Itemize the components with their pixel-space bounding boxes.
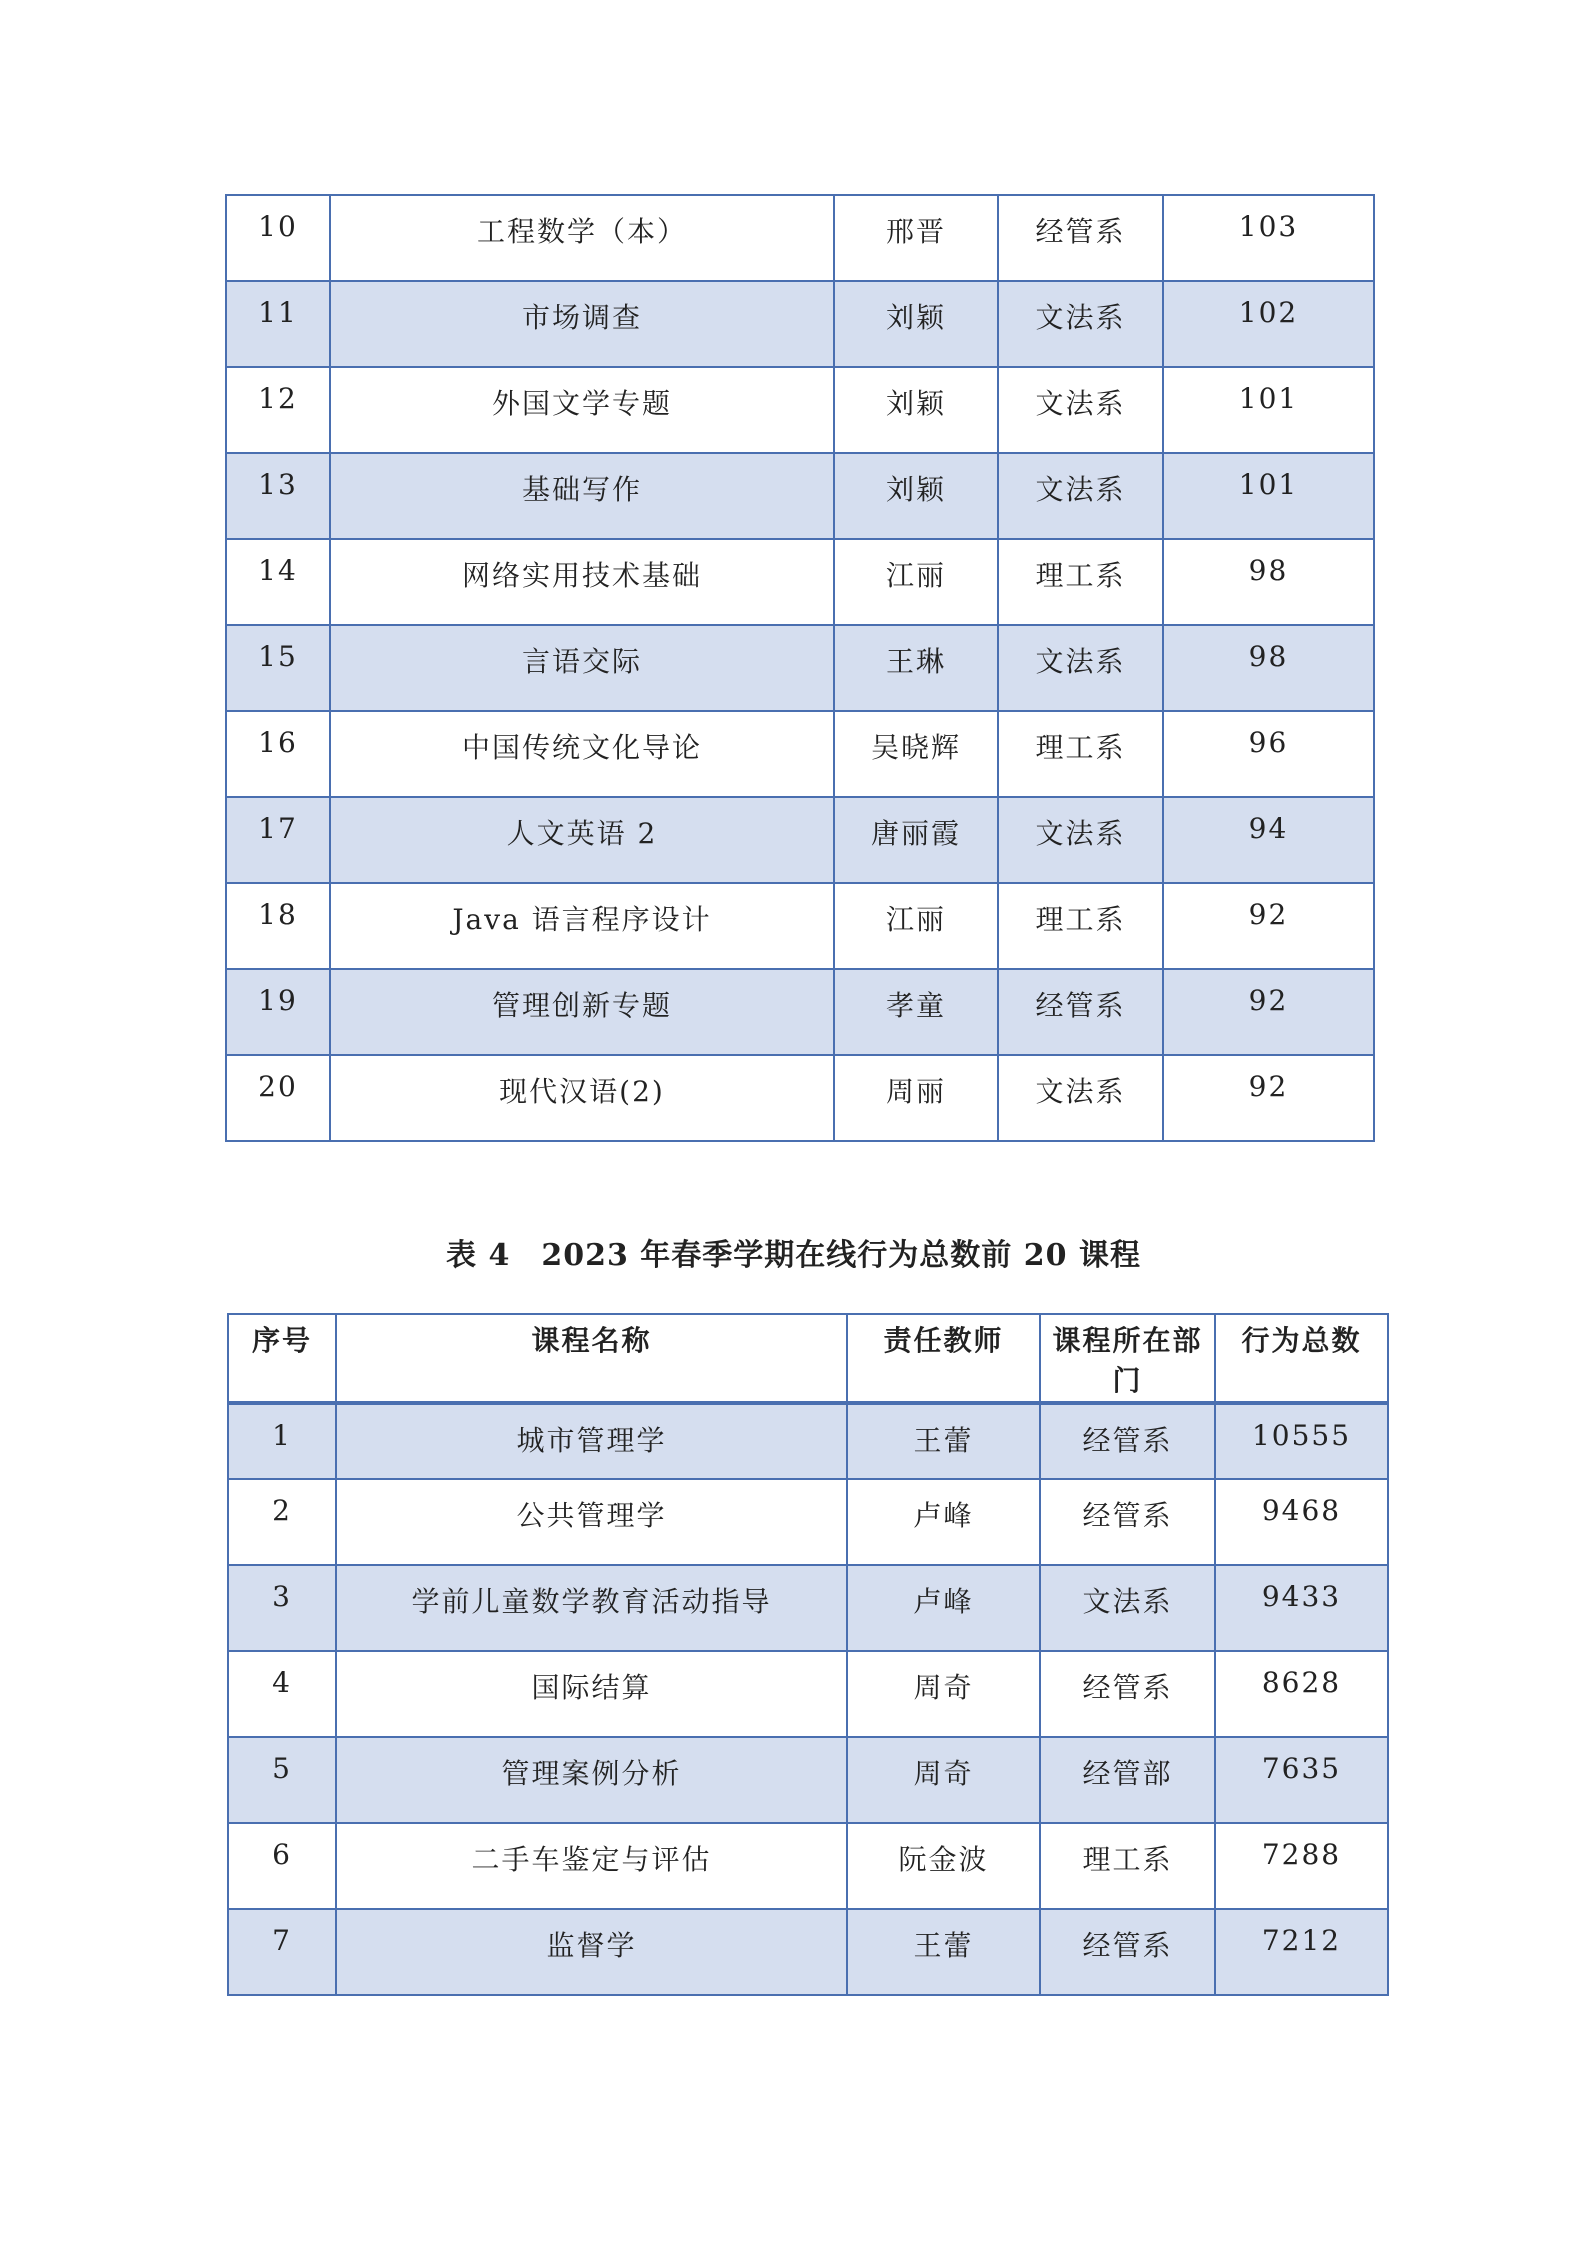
header-course: 课程名称 <box>336 1314 847 1403</box>
department: 文法系 <box>998 1055 1163 1141</box>
course-name: Java 语言程序设计 <box>330 883 834 969</box>
course-name: 市场调查 <box>330 281 834 367</box>
behavior-count: 94 <box>1163 797 1374 883</box>
course-name: 网络实用技术基础 <box>330 539 834 625</box>
department: 文法系 <box>1040 1565 1215 1651</box>
row-number: 15 <box>226 625 330 711</box>
table-row <box>226 625 1374 711</box>
teacher-name: 孝童 <box>834 969 998 1055</box>
row-number: 7 <box>228 1909 336 1995</box>
table-row <box>226 281 1374 367</box>
department: 理工系 <box>998 711 1163 797</box>
teacher-name: 王琳 <box>834 625 998 711</box>
behavior-count: 102 <box>1163 281 1374 367</box>
course-name: 人文英语 2 <box>330 797 834 883</box>
teacher-name: 卢峰 <box>847 1565 1040 1651</box>
row-number: 18 <box>226 883 330 969</box>
table-4-caption: 表 4 2023 年春季学期在线行为总数前 20 课程 <box>446 1238 1141 1273</box>
row-number: 20 <box>226 1055 330 1141</box>
department: 理工系 <box>998 539 1163 625</box>
course-name: 管理案例分析 <box>336 1737 847 1823</box>
department: 文法系 <box>998 281 1163 367</box>
department: 经管系 <box>998 969 1163 1055</box>
row-number: 16 <box>226 711 330 797</box>
table-row <box>226 453 1374 539</box>
course-name: 外国文学专题 <box>330 367 834 453</box>
row-number: 13 <box>226 453 330 539</box>
table-row <box>228 1909 1388 1995</box>
department: 理工系 <box>1040 1823 1215 1909</box>
table-row <box>226 195 1374 281</box>
teacher-name: 周丽 <box>834 1055 998 1141</box>
department: 文法系 <box>998 453 1163 539</box>
row-number: 12 <box>226 367 330 453</box>
table-row <box>226 883 1374 969</box>
course-name: 学前儿童数学教育活动指导 <box>336 1565 847 1651</box>
department: 经管系 <box>998 195 1163 281</box>
course-name: 现代汉语(2) <box>330 1055 834 1141</box>
table-row <box>226 367 1374 453</box>
department: 经管系 <box>1040 1651 1215 1737</box>
table-header-row <box>228 1314 1388 1403</box>
teacher-name: 卢峰 <box>847 1479 1040 1565</box>
teacher-name: 江丽 <box>834 883 998 969</box>
department: 经管系 <box>1040 1909 1215 1995</box>
behavior-count: 9433 <box>1215 1565 1388 1651</box>
row-number: 6 <box>228 1823 336 1909</box>
teacher-name: 王蕾 <box>847 1403 1040 1479</box>
row-number: 2 <box>228 1479 336 1565</box>
behavior-count: 98 <box>1163 625 1374 711</box>
row-number: 17 <box>226 797 330 883</box>
behavior-count: 98 <box>1163 539 1374 625</box>
behavior-count: 92 <box>1163 883 1374 969</box>
row-number: 10 <box>226 195 330 281</box>
department: 经管系 <box>1040 1479 1215 1565</box>
department: 经管系 <box>1040 1403 1215 1479</box>
course-name: 城市管理学 <box>336 1403 847 1479</box>
table-row <box>226 797 1374 883</box>
table-row <box>228 1403 1388 1479</box>
table-row <box>228 1737 1388 1823</box>
course-name: 国际结算 <box>336 1651 847 1737</box>
table-row <box>226 539 1374 625</box>
behavior-count: 101 <box>1163 453 1374 539</box>
teacher-name: 刘颖 <box>834 281 998 367</box>
behavior-count: 9468 <box>1215 1479 1388 1565</box>
teacher-name: 江丽 <box>834 539 998 625</box>
behavior-count: 96 <box>1163 711 1374 797</box>
behavior-count: 7288 <box>1215 1823 1388 1909</box>
course-name: 管理创新专题 <box>330 969 834 1055</box>
table-row <box>228 1565 1388 1651</box>
teacher-name: 吴晓辉 <box>834 711 998 797</box>
row-number: 11 <box>226 281 330 367</box>
teacher-name: 刘颖 <box>834 367 998 453</box>
course-name: 监督学 <box>336 1909 847 1995</box>
teacher-name: 刘颖 <box>834 453 998 539</box>
table-row <box>228 1823 1388 1909</box>
header-number: 序号 <box>228 1314 336 1403</box>
course-name: 中国传统文化导论 <box>330 711 834 797</box>
behavior-count: 103 <box>1163 195 1374 281</box>
teacher-name: 唐丽霞 <box>834 797 998 883</box>
department: 文法系 <box>998 367 1163 453</box>
table-row <box>226 711 1374 797</box>
header-department: 课程所在部门 <box>1040 1314 1215 1403</box>
department: 经管部 <box>1040 1737 1215 1823</box>
behavior-count: 8628 <box>1215 1651 1388 1737</box>
department: 文法系 <box>998 797 1163 883</box>
row-number: 1 <box>228 1403 336 1479</box>
table-row <box>228 1479 1388 1565</box>
course-name: 公共管理学 <box>336 1479 847 1565</box>
teacher-name: 邢晋 <box>834 195 998 281</box>
department: 理工系 <box>998 883 1163 969</box>
table-4 <box>227 1313 1389 1996</box>
teacher-name: 王蕾 <box>847 1909 1040 1995</box>
behavior-count: 7212 <box>1215 1909 1388 1995</box>
behavior-count: 10555 <box>1215 1403 1388 1479</box>
header-count: 行为总数 <box>1215 1314 1388 1403</box>
course-name: 基础写作 <box>330 453 834 539</box>
behavior-count: 7635 <box>1215 1737 1388 1823</box>
row-number: 4 <box>228 1651 336 1737</box>
teacher-name: 周奇 <box>847 1651 1040 1737</box>
behavior-count: 92 <box>1163 1055 1374 1141</box>
row-number: 3 <box>228 1565 336 1651</box>
table-row <box>226 969 1374 1055</box>
department: 文法系 <box>998 625 1163 711</box>
teacher-name: 周奇 <box>847 1737 1040 1823</box>
teacher-name: 阮金波 <box>847 1823 1040 1909</box>
header-teacher: 责任教师 <box>847 1314 1040 1403</box>
behavior-count: 92 <box>1163 969 1374 1055</box>
table-row <box>226 1055 1374 1141</box>
row-number: 14 <box>226 539 330 625</box>
course-name: 工程数学（本） <box>330 195 834 281</box>
continued-course-table <box>225 194 1375 1142</box>
table-row <box>228 1651 1388 1737</box>
row-number: 5 <box>228 1737 336 1823</box>
row-number: 19 <box>226 969 330 1055</box>
course-name: 言语交际 <box>330 625 834 711</box>
course-name: 二手车鉴定与评估 <box>336 1823 847 1909</box>
behavior-count: 101 <box>1163 367 1374 453</box>
